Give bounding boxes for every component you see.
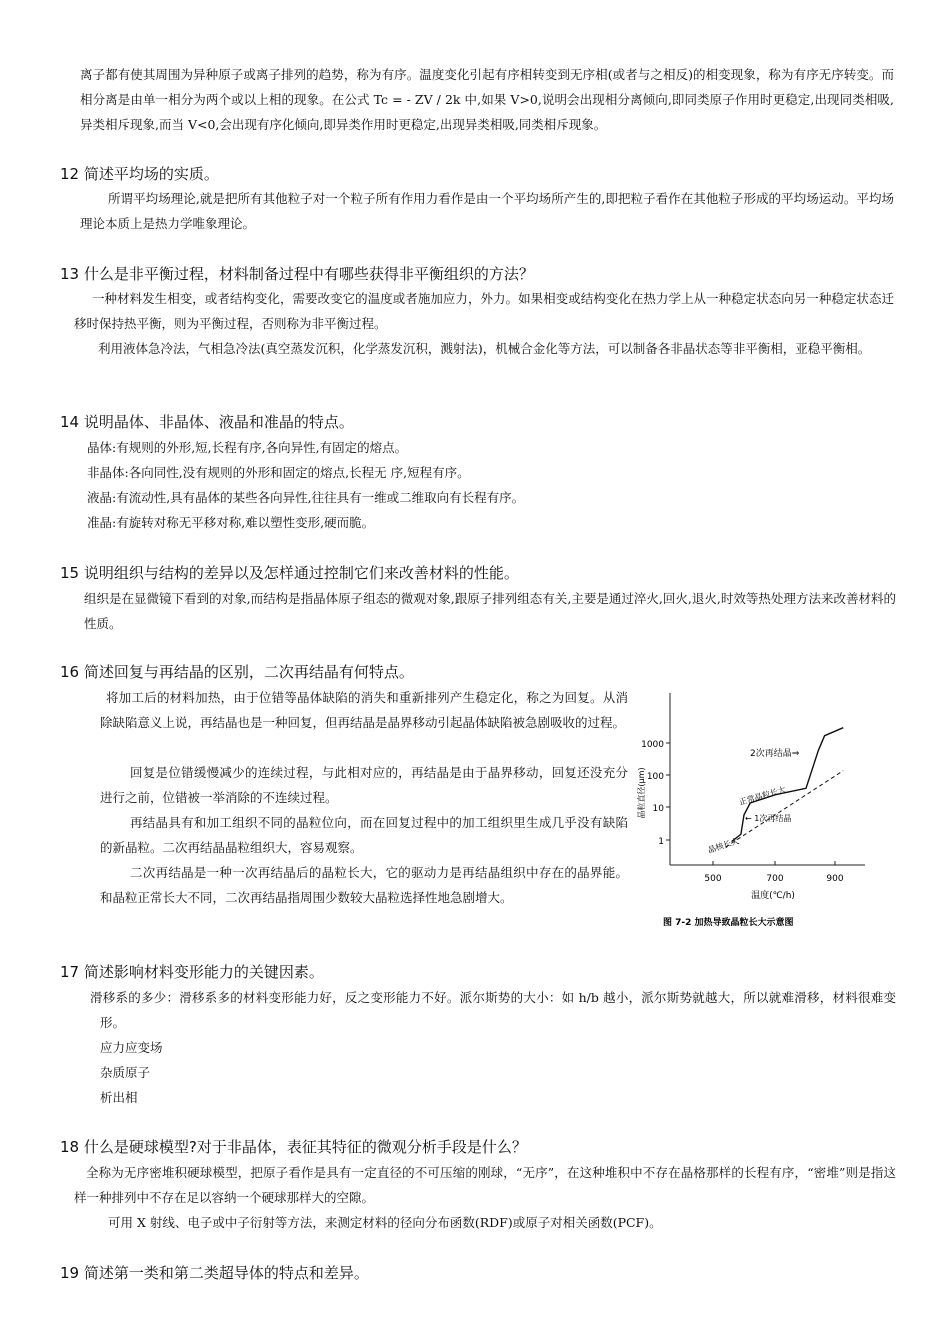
label-normal-growth: 正常晶粒长大 [738, 785, 787, 807]
question-16-answer-4: 二次再结晶是一种一次再结晶后的晶粒长大，它的驱动力是再结晶组织中存在的晶界能。和晶粒正常长大不同，二次再结晶指周围少数较大晶粒选择性地急剧增大。 [100, 865, 628, 905]
x-axis-label: 温度(℃/h) [751, 891, 795, 901]
question-12-answer: 所谓平均场理论,就是把所有其他粒子对一个粒子所有作用力看作是由一个平均场所产生的,即把粒子看作在其他粒子形成的平均场运动。平均场理论本质上是热力学唯象理论。 [80, 191, 894, 231]
question-18-answer-1: 全称为无序密堆积硬球模型，把原子看作是具有一定直径的不可压缩的刚球，“无序”，在这种堆积中不存在晶格那样的长程有序，“密堆”则是指这样一种排列中不存在足以容纳一个硬球那样大的空隙。 [74, 1165, 896, 1205]
question-17-heading: 17 简述影响材料变形能力的关键因素。 [60, 963, 324, 981]
question-17-item-precipitate: 析出相 [100, 1090, 138, 1105]
question-14-quasicrystal: 准晶:有旋转对称无平移对称,难以塑性变形,硬而脆。 [87, 515, 375, 530]
question-15-answer: 组织是在显微镜下看到的对象,而结构是指晶体原子组态的微观对象,跟原子排列组态有关,主要是通过淬火,回火,退火,时效等热处理方法来改善材料的性质。 [84, 591, 896, 631]
grain-growth-figure [635, 685, 875, 935]
question-13-heading: 13 什么是非平衡过程，材料制备过程中有哪些获得非平衡组织的方法？ [60, 265, 534, 283]
y-tick-1000: 1000 [641, 740, 664, 750]
normal-growth-line [725, 771, 843, 848]
y-tick-10: 10 [652, 804, 664, 814]
question-19-heading: 19 简述第一类和第二类超导体的特点和差异。 [60, 1264, 369, 1282]
question-14-crystal: 晶体:有规则的外形,短,长程有序,各向异性,有固定的熔点。 [87, 440, 408, 455]
y-tick-1: 1 [658, 837, 664, 847]
question-16-answer-1: 将加工后的材料加热，由于位错等晶体缺陷的消失和重新排列产生稳定化，称之为回复。从消除缺陷意义上说，再结晶也是一种回复，但再结晶是晶界移动引起晶体缺陷被急剧吸收的过程。 [100, 690, 628, 730]
question-14-amorphous: 非晶体:各向同性,没有规则的外形和固定的熔点,长程无 序,短程有序。 [87, 465, 470, 480]
question-15-heading: 15 说明组织与结构的差异以及怎样通过控制它们来改善材料的性能。 [60, 564, 519, 582]
grain-size-curve [732, 728, 844, 842]
question-13-answer-2: 利用液体急冷法，气相急冷法(真空蒸发沉积，化学蒸发沉积，溅射法)，机械合金化等方法，可以制备各非晶状态等非平衡相，亚稳平衡相。 [98, 341, 871, 356]
intro-paragraph: 离子都有使其周围为异种原子或离子排列的趋势，称为有序。温度变化引起有序相转变到无序相(或者与之相反)的相变现象，称为有序无序转变。而相分离是由单一相分为两个或以上相的现象。在公式 Tc = - ZV / 2k 中,如果 V>0,说明会出现相分离倾向,即同类原子作用时更稳定,出现同类相吸,异类相斥现象,而当 V<0,会出现有序化倾向,即异类作用时更稳定,出现异类相吸,同类相斥现象。 [80, 67, 894, 132]
x-tick-500: 500 [704, 874, 722, 884]
question-16-heading: 16 简述回复与再结晶的区别，二次再结晶有何特点。 [60, 663, 414, 681]
figure-caption: 图 7-2 加热导致晶粒长大示意图 [663, 918, 794, 928]
x-tick-700: 700 [766, 874, 784, 884]
question-14-heading: 14 说明晶体、非晶体、液晶和准晶的特点。 [60, 413, 354, 431]
label-nucleus-growth: 晶核长大 [706, 836, 741, 855]
question-13-answer-1: 一种材料发生相变，或者结构变化，需要改变它的温度或者施加应力，外力。如果相变或结构变化在热力学上从一种稳定状态向另一种稳定状态迁移时保持热平衡，则为平衡过程，否则称为非平衡过程。 [74, 291, 894, 331]
label-secondary-recrystallization: 2次再结晶⇒ [750, 749, 800, 759]
question-16-answer-3: 再结晶具有和加工组织不同的晶粒位向，而在回复过程中的加工组织里生成几乎没有缺陷的新晶粒。二次再结晶晶粒组织大，容易观察。 [100, 815, 628, 855]
question-12-heading: 12 简述平均场的实质。 [60, 165, 219, 183]
y-tick-100: 100 [646, 772, 664, 782]
question-16-answer-2: 回复是位错缓慢减少的连续过程，与此相对应的，再结晶是由于晶界移动，回复还没充分进行之前，位错被一举消除的不连续过程。 [100, 765, 628, 805]
question-17-answer-1: 滑移系的多少：滑移系多的材料变形能力好，反之变形能力不好。派尔斯势的大小：如 h/b 越小，派尔斯势就越大，所以就难滑移，材料很难变形。 [90, 990, 896, 1030]
question-17-item-impurity: 杂质原子 [100, 1065, 151, 1080]
question-17-item-stress: 应力应变场 [100, 1040, 163, 1055]
question-18-heading: 18 什么是硬球模型?对于非晶体，表征其特征的微观分析手段是什么？ [60, 1138, 527, 1156]
y-axis-label: 晶粒直径(μm) [637, 767, 646, 819]
question-14-liquid-crystal: 液晶:有流动性,具有晶体的某些各向异性,往往具有一维或二维取向有长程有序。 [87, 490, 525, 505]
x-tick-900: 900 [826, 874, 844, 884]
label-primary-recrystallization: ← 1次再结晶 [745, 814, 792, 823]
question-18-answer-2: 可用 X 射线、电子或中子衍射等方法，来测定材料的径向分布函数(RDF)或原子对相关函数(PCF)。 [108, 1215, 662, 1230]
